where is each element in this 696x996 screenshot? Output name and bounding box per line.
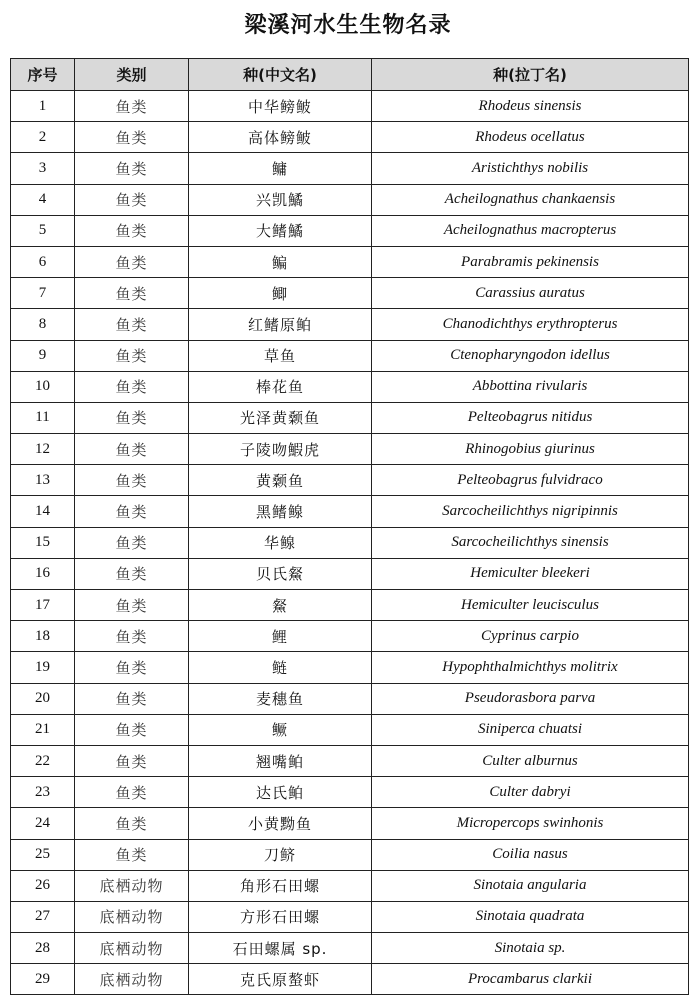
- species-table: [10, 58, 689, 995]
- table-row: [11, 496, 689, 527]
- table-row: [11, 184, 689, 215]
- serial-number-cell: 17: [11, 590, 75, 621]
- table-row: [11, 434, 689, 465]
- chinese-name-cell: 黄颡鱼: [189, 465, 372, 496]
- chinese-name-cell: 华鳈: [189, 527, 372, 558]
- category-cell: 鱼类: [75, 558, 189, 589]
- serial-number-cell: 11: [11, 402, 75, 433]
- serial-number-cell: 29: [11, 964, 75, 995]
- category-cell: 鱼类: [75, 465, 189, 496]
- serial-number-cell: 15: [11, 527, 75, 558]
- latin-name-cell: Sarcocheilichthys sinensis: [372, 527, 689, 558]
- table-row: [11, 278, 689, 309]
- header-category: 类别: [75, 59, 189, 91]
- category-cell: 鱼类: [75, 91, 189, 122]
- table-row: [11, 215, 689, 246]
- latin-name-cell: Sinotaia sp.: [372, 933, 689, 964]
- serial-number-cell: 24: [11, 808, 75, 839]
- chinese-name-cell: 方形石田螺: [189, 901, 372, 932]
- latin-name-cell: Siniperca chuatsi: [372, 714, 689, 745]
- latin-name-cell: Ctenopharyngodon idellus: [372, 340, 689, 371]
- table-row: [11, 933, 689, 964]
- table-row: [11, 527, 689, 558]
- latin-name-cell: Hemiculter bleekeri: [372, 558, 689, 589]
- latin-name-cell: Rhodeus ocellatus: [372, 122, 689, 153]
- serial-number-cell: 5: [11, 215, 75, 246]
- chinese-name-cell: 小黄黝鱼: [189, 808, 372, 839]
- latin-name-cell: Aristichthys nobilis: [372, 153, 689, 184]
- serial-number-cell: 1: [11, 91, 75, 122]
- category-cell: 鱼类: [75, 621, 189, 652]
- latin-name-cell: Abbottina rivularis: [372, 371, 689, 402]
- serial-number-cell: 25: [11, 839, 75, 870]
- table-row: [11, 714, 689, 745]
- table-row: [11, 402, 689, 433]
- table-row: [11, 683, 689, 714]
- table-row: [11, 122, 689, 153]
- latin-name-cell: Coilia nasus: [372, 839, 689, 870]
- serial-number-cell: 3: [11, 153, 75, 184]
- chinese-name-cell: 达氏鲌: [189, 777, 372, 808]
- serial-number-cell: 6: [11, 246, 75, 277]
- latin-name-cell: Rhinogobius giurinus: [372, 434, 689, 465]
- category-cell: 鱼类: [75, 402, 189, 433]
- latin-name-cell: Procambarus clarkii: [372, 964, 689, 995]
- serial-number-cell: 22: [11, 745, 75, 776]
- serial-number-cell: 20: [11, 683, 75, 714]
- latin-name-cell: Culter alburnus: [372, 745, 689, 776]
- latin-name-cell: Pseudorasbora parva: [372, 683, 689, 714]
- serial-number-cell: 7: [11, 278, 75, 309]
- category-cell: 鱼类: [75, 496, 189, 527]
- header-serial-number: 序号: [11, 59, 75, 91]
- category-cell: 鱼类: [75, 714, 189, 745]
- category-cell: 鱼类: [75, 434, 189, 465]
- category-cell: 底栖动物: [75, 933, 189, 964]
- latin-name-cell: Rhodeus sinensis: [372, 91, 689, 122]
- category-cell: 鱼类: [75, 808, 189, 839]
- latin-name-cell: Culter dabryi: [372, 777, 689, 808]
- chinese-name-cell: 麦穗鱼: [189, 683, 372, 714]
- category-cell: 鱼类: [75, 309, 189, 340]
- category-cell: 鱼类: [75, 215, 189, 246]
- table-row: [11, 808, 689, 839]
- category-cell: 鱼类: [75, 683, 189, 714]
- latin-name-cell: Carassius auratus: [372, 278, 689, 309]
- chinese-name-cell: 翘嘴鲌: [189, 745, 372, 776]
- table-row: [11, 465, 689, 496]
- serial-number-cell: 27: [11, 901, 75, 932]
- table-row: [11, 964, 689, 995]
- table-row: [11, 839, 689, 870]
- category-cell: 鱼类: [75, 278, 189, 309]
- serial-number-cell: 23: [11, 777, 75, 808]
- category-cell: 鱼类: [75, 527, 189, 558]
- table-row: [11, 153, 689, 184]
- serial-number-cell: 21: [11, 714, 75, 745]
- serial-number-cell: 4: [11, 184, 75, 215]
- chinese-name-cell: 鲫: [189, 278, 372, 309]
- serial-number-cell: 28: [11, 933, 75, 964]
- header-latin-name: 种(拉丁名): [372, 59, 689, 91]
- serial-number-cell: 12: [11, 434, 75, 465]
- category-cell: 鱼类: [75, 122, 189, 153]
- serial-number-cell: 10: [11, 371, 75, 402]
- chinese-name-cell: 子陵吻鰕虎: [189, 434, 372, 465]
- category-cell: 鱼类: [75, 246, 189, 277]
- chinese-name-cell: 大鳍鱊: [189, 215, 372, 246]
- category-cell: 底栖动物: [75, 964, 189, 995]
- category-cell: 鱼类: [75, 340, 189, 371]
- latin-name-cell: Pelteobagrus fulvidraco: [372, 465, 689, 496]
- chinese-name-cell: 刀鲚: [189, 839, 372, 870]
- chinese-name-cell: 鲢: [189, 652, 372, 683]
- chinese-name-cell: 棒花鱼: [189, 371, 372, 402]
- serial-number-cell: 14: [11, 496, 75, 527]
- category-cell: 鱼类: [75, 652, 189, 683]
- chinese-name-cell: 红鳍原鲌: [189, 309, 372, 340]
- serial-number-cell: 13: [11, 465, 75, 496]
- latin-name-cell: Acheilognathus macropterus: [372, 215, 689, 246]
- latin-name-cell: Sinotaia quadrata: [372, 901, 689, 932]
- table-row: [11, 91, 689, 122]
- chinese-name-cell: 光泽黄颡鱼: [189, 402, 372, 433]
- chinese-name-cell: 黑鳍鳈: [189, 496, 372, 527]
- chinese-name-cell: 草鱼: [189, 340, 372, 371]
- latin-name-cell: Cyprinus carpio: [372, 621, 689, 652]
- serial-number-cell: 2: [11, 122, 75, 153]
- serial-number-cell: 16: [11, 558, 75, 589]
- serial-number-cell: 26: [11, 870, 75, 901]
- header-chinese-name: 种(中文名): [189, 59, 372, 91]
- page-title: 梁溪河水生生物名录: [244, 13, 452, 38]
- latin-name-cell: Sinotaia angularia: [372, 870, 689, 901]
- category-cell: 鱼类: [75, 590, 189, 621]
- chinese-name-cell: 贝氏䱗: [189, 558, 372, 589]
- table-row: [11, 870, 689, 901]
- serial-number-cell: 18: [11, 621, 75, 652]
- chinese-name-cell: 鳊: [189, 246, 372, 277]
- table-row: [11, 246, 689, 277]
- category-cell: 鱼类: [75, 184, 189, 215]
- chinese-name-cell: 䱗: [189, 590, 372, 621]
- latin-name-cell: Hypophthalmichthys molitrix: [372, 652, 689, 683]
- table-row: [11, 745, 689, 776]
- table-row: [11, 901, 689, 932]
- latin-name-cell: Pelteobagrus nitidus: [372, 402, 689, 433]
- chinese-name-cell: 鲤: [189, 621, 372, 652]
- serial-number-cell: 9: [11, 340, 75, 371]
- serial-number-cell: 8: [11, 309, 75, 340]
- chinese-name-cell: 鳙: [189, 153, 372, 184]
- category-cell: 鱼类: [75, 153, 189, 184]
- table-row: [11, 777, 689, 808]
- latin-name-cell: Parabramis pekinensis: [372, 246, 689, 277]
- table-row: [11, 371, 689, 402]
- chinese-name-cell: 角形石田螺: [189, 870, 372, 901]
- latin-name-cell: Micropercops swinhonis: [372, 808, 689, 839]
- latin-name-cell: Hemiculter leucisculus: [372, 590, 689, 621]
- category-cell: 鱼类: [75, 371, 189, 402]
- table-body: [11, 91, 689, 995]
- serial-number-cell: 19: [11, 652, 75, 683]
- latin-name-cell: Acheilognathus chankaensis: [372, 184, 689, 215]
- table-row: [11, 340, 689, 371]
- latin-name-cell: Sarcocheilichthys nigripinnis: [372, 496, 689, 527]
- chinese-name-cell: 高体鳑鲏: [189, 122, 372, 153]
- chinese-name-cell: 克氏原螯虾: [189, 964, 372, 995]
- table-row: [11, 652, 689, 683]
- chinese-name-cell: 鳜: [189, 714, 372, 745]
- category-cell: 鱼类: [75, 777, 189, 808]
- latin-name-cell: Chanodichthys erythropterus: [372, 309, 689, 340]
- category-cell: 底栖动物: [75, 901, 189, 932]
- table-header: [11, 59, 689, 91]
- chinese-name-cell: 石田螺属 sp.: [189, 933, 372, 964]
- category-cell: 底栖动物: [75, 870, 189, 901]
- table-row: [11, 621, 689, 652]
- category-cell: 鱼类: [75, 839, 189, 870]
- chinese-name-cell: 中华鳑鲏: [189, 91, 372, 122]
- chinese-name-cell: 兴凯鱊: [189, 184, 372, 215]
- table-row: [11, 309, 689, 340]
- table-row: [11, 590, 689, 621]
- category-cell: 鱼类: [75, 745, 189, 776]
- table-row: [11, 558, 689, 589]
- header-row: [11, 59, 689, 91]
